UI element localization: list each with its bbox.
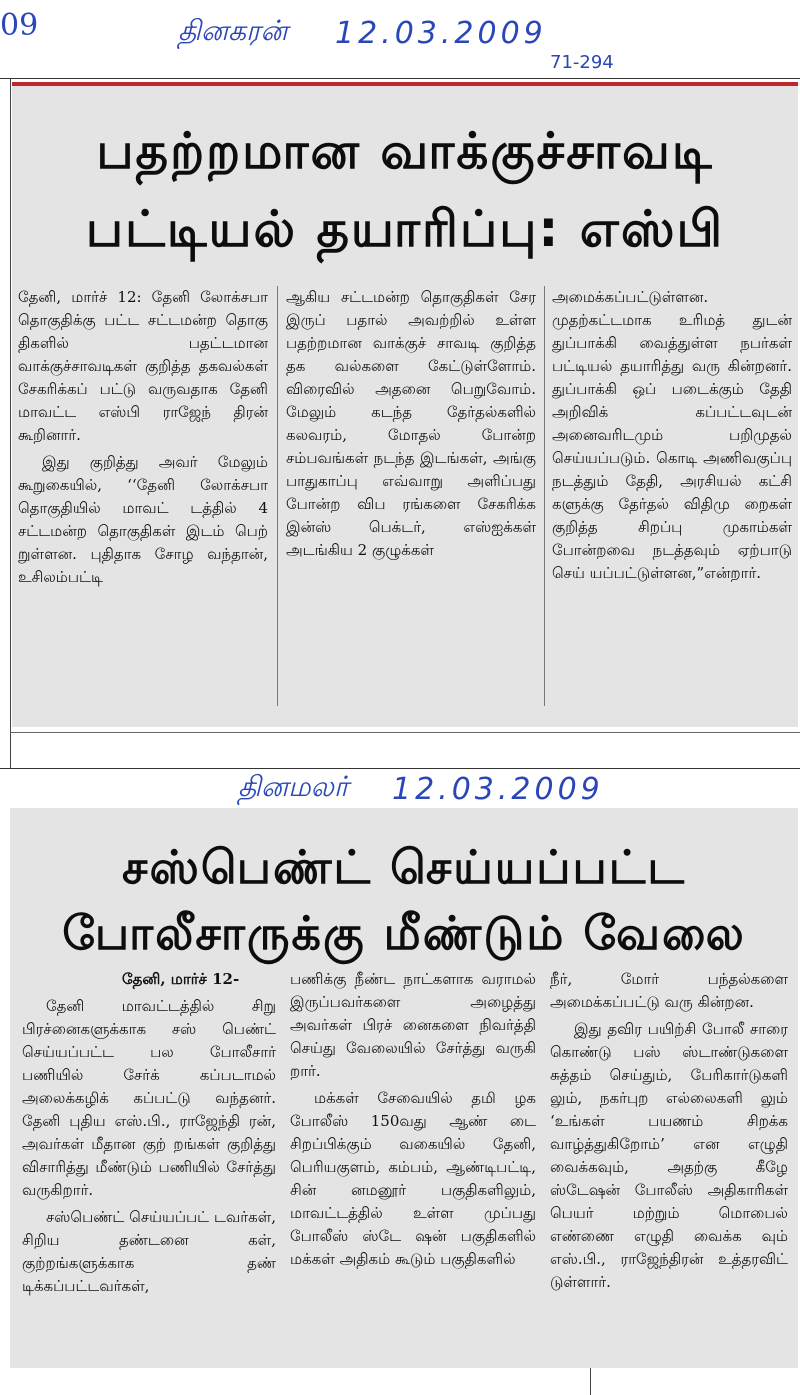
article-1-paragraph: ஆகிய சட்டமன்ற தொகுதிகள் சேர இருப் பதால் அவற்றில் உள்ள பதற்றமான வாக்குச் சாவடி குறித்த தக வல்களை கேட்டுள்ளோம். விரைவில் அதனை பெறுவோம். மேலும் கடந்த தேர்தல்களில் கலவரம், மோதல் போன்ற சம்பவங்கள் நடந்த இடங்கள், அங்கு பாதுகாப்பு எவ்வாறு அளிப்பது போன்ற விப ரங்களை சேகரிக்க இன்ஸ் பெக்டர், எஸ்ஐக்கள் அடங்கிய 2 குழுக்கள் [286,288,536,559]
reference-code: 71-294 [550,52,614,73]
article-clipping-2 [10,808,798,1368]
separator-line [0,768,800,769]
column-divider [544,286,545,706]
red-top-rule [12,82,798,86]
top-border [0,78,800,79]
left-margin-line [10,78,11,768]
article-2-paragraph: நீர், மோர் பந்தல்களை அமைக்கப்பட்டு வரு கின்றன. [550,970,788,1011]
headline-1-line-1: பதற்றமான வாக்குச்சாவடி [96,122,714,180]
article-2-paragraph: பணிக்கு நீண்ட நாட்களாக வராமல் இருப்பவர்களை அழைத்து அவர்கள் பிரச் னைகளை நிவர்த்தி செய்து வேலையில் சேர்த்து வருகி றார். [290,970,536,1080]
article-1-paragraph: இது குறித்து அவர் மேலும் கூறுகையில், ‘‘தேனி லோக்சபா தொகுதியில் மாவட் டத்தில் 4 சட்டமன்ற தொகுதிகள் இடம் பெற் றுள்ளன. புதிதாக சோழ வந்தான், உசிலம்பட்டி [18,453,268,586]
article-2-column-2 [290,968,536,1363]
headline-2-line-1: சஸ்பெண்ட் செய்யப்பட்ட [122,840,686,894]
page-number: 09 [0,8,39,43]
article-2-paragraph: சஸ்பெண்ட் செய்யப்பட் டவர்கள், சிறிய தண்டனை கள், குற்றங்களுக்காக தண் டிக்கப்பட்டவர்கள், [22,1208,276,1295]
article-1-paragraph: தேனி, மார்ச் 12: தேனி லோக்சபா தொகுதிக்கு பட்ட சட்டமன்ற தொகு திகளில் பதட்டமான வாக்குச்சாவடிகள் குறித்த தகவல்கள் சேகரிக்கப் பட்டு வருவதாக தேனி மாவட்ட எஸ்பி ராஜேந் திரன் கூறினார். [18,288,268,444]
article-2-paragraph: தேனி மாவட்டத்தில் சிறு பிரச்னைகளுக்காக சஸ் பெண்ட் செய்யப்பட்ட பல போலீசார் பணியில் சேர்க் கப்படாமல் அலைக்கழிக் கப்பட்டு வந்தனர். தேனி புதிய எஸ்.பி., ராஜேந்தி ரன், அவர்கள் மீதான குற் றங்கள் குறித்து விசாரித்து மீண்டும் பணியில் சேர்த்து வருகிறார். [22,997,276,1199]
headline-1-line-2: பட்டியல் தயாரிப்பு: எஸ்பி [85,200,725,258]
article-2-paragraph: இது தவிர பயிற்சி போலீ சாரை கொண்டு பஸ் ஸ்டாண்டுகளை சுத்தம் செய்தும், பேரிகார்டுகளி லும், நகர்புற எல்லைகளி லும் ‘உங்கள் பயணம் சிறக்க வாழ்த்துகிறோம்’ என எழுதி வைக்கவும், அதற்கு கீழே ஸ்டேஷன் போலீஸ் அதிகாரிகள் பெயர் மற்றும் மொபைல் எண்ணை எழுதி வைக்க வும் எஸ்.பி., ராஜேந்திரன் உத்தரவிட் டுள்ளார். [550,1020,788,1291]
article-2-column-1 [22,968,276,1363]
article-2-dateline: தேனி, மார்ச் 12- [122,970,240,988]
paper-name-dinakaran: தினகரன் [178,14,288,47]
article-2-paragraph: மக்கள் சேவையில் தமி ழக போலீஸ் 150வது ஆண் டை சிறப்பிக்கும் வகையில் தேனி, பெரியகுளம், கம்பம், ஆண்டிபட்டி, சின் னமனூர் பகுதிகளிலும், மாவட்டத்தில் உள்ள முப்பது போலீஸ் ஸ்டே ஷன் பகுதிகளில் மக்கள் அதிகம் கூடும் பகுதிகளில் [290,1089,536,1268]
article-1-paragraph: அமைக்கப்பட்டுள்ளன. முதற்கட்டமாக உரிமத் துடன் துப்பாக்கி வைத்துள்ள நபர்கள் பட்டியல் தயாரித்து வரு கின்றனர். துப்பாக்கி ஒப் படைக்கும் தேதி அறிவிக் கப்பட்டவுடன் அனைவரிடமும் பறிமுதல் செய்யப்படும். கொடி அணிவகுப்பு நடத்தும் தேதி, அரசியல் கட்சி களுக்கு தேர்தல் விதிமு றைகள் குறித்த சிறப்பு முகாம்கள் போன்றவை நடத்தவும் ஏற்பாடு செய் யப்பட்டுள்ளன,”என்றார். [552,288,792,582]
separator-line [10,732,800,733]
clip-date-1: 12.03.2009 [335,16,547,51]
article-1-column-3 [552,286,792,716]
article-1-column-1 [18,286,268,716]
article-clipping-1 [12,82,798,727]
clip-date-2: 12.03.2009 [392,772,604,807]
paper-name-dinamalar: தினமலர் [238,770,349,803]
right-margin-line [590,1368,591,1395]
headline-2-line-2: போலீசாருக்கு மீண்டும் வேலை [62,906,746,960]
article-2-column-3 [550,968,788,1363]
article-1-column-2 [286,286,536,716]
column-divider [277,286,278,706]
